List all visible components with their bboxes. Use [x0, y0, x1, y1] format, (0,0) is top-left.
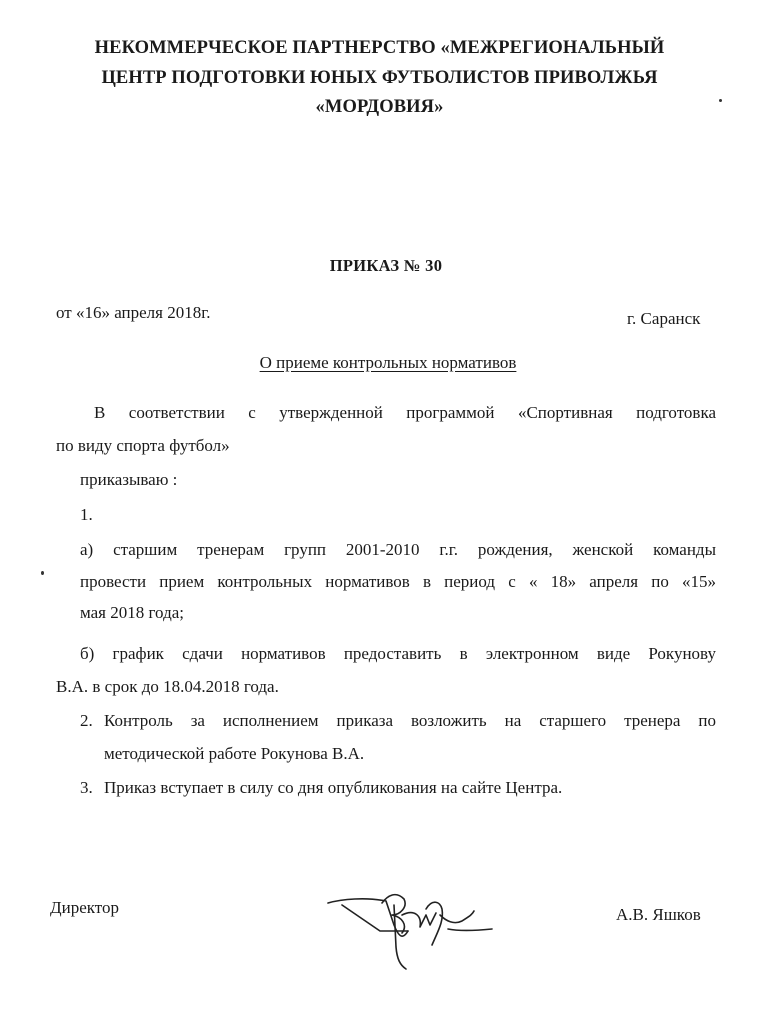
- organization-name-line-3: «МОРДОВИЯ»: [315, 97, 444, 117]
- item-1a-line-3: мая 2018 года;: [80, 603, 184, 622]
- item-1b-line-2: В.А. в срок до 18.04.2018 года.: [56, 677, 279, 696]
- scan-speck: [719, 99, 722, 102]
- scan-speck: [41, 571, 44, 575]
- item-2-number: 2.: [80, 711, 93, 730]
- item-3-number: 3.: [80, 778, 93, 797]
- intro-line-1: В соответствии с утвержденной программой «Спортивная подготовка: [94, 403, 716, 422]
- order-title: ПРИКАЗ № 30: [329, 256, 443, 275]
- order-word: приказываю :: [80, 470, 178, 489]
- item-1a-line-1: а) старшим тренерам групп 2001-2010 г.г. рождения, женской команды: [80, 540, 716, 559]
- organization-name-line-2: ЦЕНТР ПОДГОТОВКИ ЮНЫХ ФУТБОЛИСТОВ ПРИВОЛЖЬЯ: [101, 68, 658, 88]
- signatory-position: Директор: [50, 898, 119, 917]
- order-subject: О приеме контрольных нормативов: [259, 353, 517, 372]
- signatory-name: А.В. Яшков: [616, 905, 701, 924]
- item-1b-line-1: б) график сдачи нормативов предоставить в электронном виде Рокунову: [80, 644, 716, 663]
- order-date: от «16» апреля 2018г.: [56, 303, 211, 322]
- organization-name-line-1: НЕКОММЕРЧЕСКОЕ ПАРТНЕРСТВО «МЕЖРЕГИОНАЛЬНЫЙ: [94, 38, 665, 58]
- item-3-line-1: Приказ вступает в силу со дня опубликования на сайте Центра.: [104, 778, 563, 797]
- item-2-line-1: Контроль за исполнением приказа возложить на старшего тренера по: [104, 711, 716, 730]
- order-city: г. Саранск: [627, 309, 701, 328]
- item-2-line-2: методической работе Рокунова В.А.: [104, 744, 365, 763]
- intro-line-2: по виду спорта футбол»: [56, 436, 230, 455]
- item-1a-line-2: провести прием контрольных нормативов в период с « 18» апреля по «15»: [80, 572, 716, 591]
- item-1-number: 1.: [80, 505, 93, 524]
- handwritten-signature: [322, 885, 512, 975]
